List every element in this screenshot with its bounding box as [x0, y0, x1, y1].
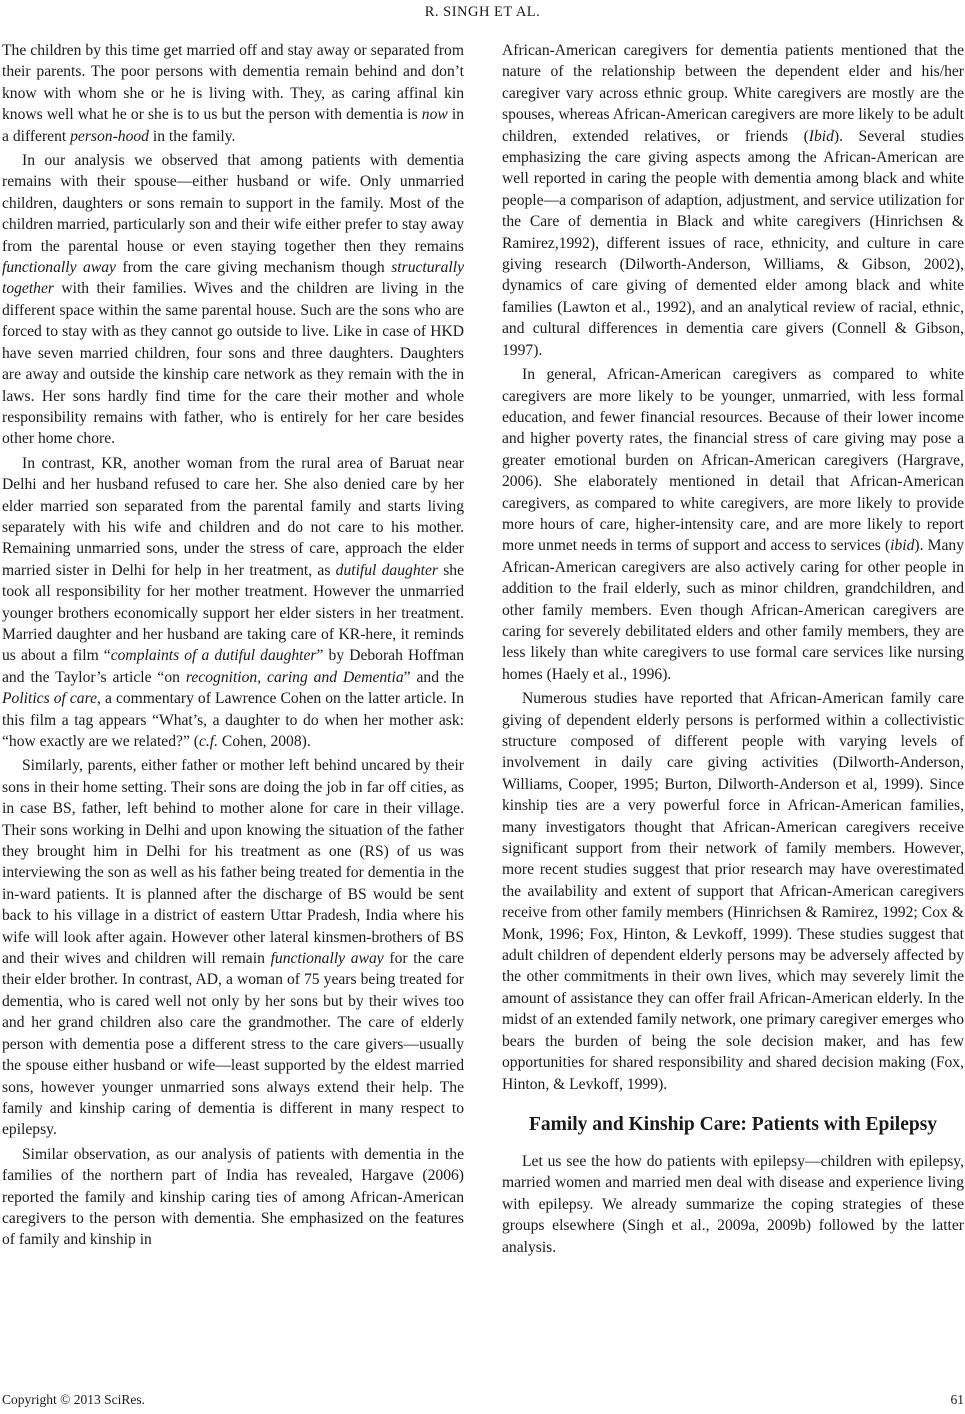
italic-text: ibid	[890, 537, 915, 555]
text-run: for the care their elder brother. In contrast, AD, a woman of 75 years being treated for dementia, who is cared well not only by her sons but by their wives too and her grand children also care the grandmother. The care of elderly person with dementia pose a different stress to the care givers—usually the spouse either husband or wife—least supported by the eldest married sons, however younger unmarried sons always extend their help. The family and kinship caring of dementia is different in many respect to epilepsy.	[2, 950, 465, 1139]
section-heading: Family and Kinship Care: Patients with Epilepsy	[528, 1113, 938, 1135]
italic-text: recognition, caring and Dementia	[185, 668, 404, 686]
page-footer	[2, 1392, 964, 1408]
paragraph	[2, 1144, 464, 1251]
text-run: in the family.	[148, 127, 236, 145]
text-run: Let us see the how do patients with epilepsy—children with epilepsy, married women and married men deal with disease and experience living with epilepsy. We already summarize the coping strategies of these groups elsewhere (Singh et al., 2009a, 2009b) followed by the latter analysis.	[502, 1152, 964, 1256]
italic-text: dutiful daughter	[335, 561, 438, 579]
text-run: In contrast, KR, another woman from the rural area of Baruat near Delhi and her husband refused to care her. She also denied care by her elder married son separated from the parental family and starts living separately with his wife and children and do not care to his mother. Remaining unmarried sons, under the stress of care, approach the elder married sister in Delhi for help in her treatment, as	[2, 454, 464, 579]
paragraph	[502, 688, 964, 1095]
paragraph	[2, 40, 464, 147]
text-run: Similarly, parents, either father or mother left behind uncared by their sons in their home setting. Their sons are doing the job in far off cities, as in case BS, father, left behind to mother alone for care in their village. Their sons working in Delhi and upon knowing the situation of the father they brought him in Delhi for his treatment as one (RS) of us was interviewing the son as well as his father being treated for dementia in the in-ward patients. It is planned after the discharge of BS would be sent back to his village in a district of eastern Uttar Pradesh, India where his wife will look after again. However other lateral kinsmen-brothers of BS and their wives and children will remain	[2, 757, 464, 968]
text-run: she took all responsibility for her mother treatment. However the unmarried younger brothers economically support her elder sisters in her treatment. Married daughter and her husband are taking care of KR-here, it reminds us about a film “	[2, 561, 465, 665]
text-run: ” by Deborah Hoffman and the Taylor’s article “on	[2, 647, 464, 686]
text-run: Similar observation, as our analysis of patients with dementia in the families of the northern part of India has revealed, Hargave (2006) reported the family and kinship caring ties of among African-American caregivers to the person with dementia. She emphasized on the features of family and kinship in	[2, 1145, 464, 1249]
italic-text: person-hood	[70, 127, 149, 145]
paragraph	[502, 364, 964, 685]
paragraph	[2, 150, 464, 450]
text-run: African-American caregivers for dementia patients mentioned that the nature of the relationship between the dependent elder and his/her caregiver vary across ethnic group. White caregivers are mostly are the spouses, whereas African-American caregivers are more likely to be adult children, extended relatives, or friends (	[502, 42, 964, 145]
text-run: , a commentary of Lawrence Cohen on the latter article. In this film a tag appears “What’s, a daughter to do when her mother ask: “how exactly are we related?” (	[2, 690, 464, 750]
text-run: ). Several studies emphasizing the care giving aspects among the African-American are well reported in caring the people with dementia among black and white people—a comparison of adaption, adjustment, and service utilization for the Care of dementia in Black and white caregivers (Hinrichsen & Ramirez,1992), different issues of race, ethnicity, and culture in care giving research (Dilworth-Anderson, Williams, & Gibson, 2002), dynamics of care giving of demented elder among black and white families (Lawton et al., 1992), and an analytical review of racial, ethnic, and cultural differences in dementia care givers (Connell & Gibson, 1997).	[502, 127, 964, 359]
italic-text: functionally away	[2, 259, 116, 277]
italic-text: functionally away	[270, 950, 384, 968]
paragraph	[502, 40, 964, 361]
italic-text: now	[421, 106, 448, 124]
paragraph	[2, 755, 464, 1140]
running-head: R. SINGH ET AL.	[424, 4, 541, 20]
text-run: from the care giving mechanism though	[115, 259, 392, 277]
text-run: Numerous studies have reported that African-American family care giving of dependent elderly persons is performed within a collectivistic structure composed of different people with varying levels of involvement in daily care giving activities (Dilworth-Anderson, Williams, Cooper, 1995; Burton, Dilworth-Anderson et al, 1999). Since kinship ties are a very powerful force in African-American families, many investigators thought that African-American caregivers receive significant support from their network of family members. However, more recent studies suggest that prior research may have overestimated the availability and extent of support that African-American caregivers receive from other family members (Hinrichsen & Ramirez, 1992; Cox & Monk, 1996; Fox, Hinton, & Levkoff, 1999). These studies suggest that adult children of dependent elderly persons may be adversely affected by the other commitments in their own lives, which may severely limit the amount of assistance they can offer frail African-American elderly. In the midst of an extended family network, one primary caregiver emerges who bears the burden of being the sole decision maker, and has few opportunities for shared responsibility and shared decision making (Fox, Hinton, & Levkoff, 1999).	[502, 690, 964, 1093]
paragraph	[502, 1151, 964, 1258]
right-column	[502, 40, 964, 1258]
copyright-notice: Copyright © 2013 SciRes.	[2, 1392, 146, 1407]
text-run: The children by this time get married off and stay away or separated from their parents. The poor persons with dementia remain behind and don’t know with whom she or he is living with. They, as caring affinal kin knows well what he or she is to us but the person with dementia is	[2, 42, 464, 124]
italic-text: c.f.	[198, 733, 219, 750]
text-run: Cohen, 2008).	[218, 733, 311, 750]
text-run: with their families. Wives and the children are living in the different space within the same parental house. Such are the sons who are forced to stay with as they cannot go outside to live. Like in case of HKD have seven married children, four sons and three daughters. Daughters are away and outside the kinship care network as they remain with the in laws. Her sons hardly find time for the care their mother and whole responsibility remains with father, who is entirely for her care besides other home chore.	[2, 280, 464, 448]
italic-text: complaints of a dutiful daughter	[110, 647, 317, 665]
text-run: ” and the	[403, 668, 464, 686]
left-column	[2, 40, 464, 1251]
paragraph	[2, 453, 464, 753]
right-column-body	[502, 40, 964, 1095]
text-run: In our analysis we observed that among patients with dementia remains with their spouse—either husband or wife. Only unmarried children, daughters or sons remain to support in the family. Most of the children married, particularly son and their wife either prefer to stay away from the parental house or even staying together then they remains	[2, 152, 464, 255]
italic-text: Politics of care	[2, 690, 98, 708]
text-run: In general, African-American caregivers as compared to white caregivers are more likely to be younger, unmarried, with less formal education, and fewer financial resources. Because of their lower income and higher poverty rates, the financial stress of care giving may pose a greater emotional burden on African-American caregivers (Hargrave, 2006). She elaborately mentioned in detail that African-American caregivers, as compared to white caregivers, are more likely to provide more hours of care, higher-intensity care, and are more likely to report more unmet needs in terms of support and access to services (	[502, 366, 964, 555]
text-run: ). Many African-American caregivers are also actively caring for other people in addition to the frail elderly, such as minor children, grandchildren, and other family members. Even though African-American caregivers are caring for severely debilitated elders and other family members, they are less likely than white caregivers to use formal care services like nursing homes (Haely et al., 1996).	[502, 537, 964, 683]
right-column-after-heading	[502, 1151, 964, 1258]
italic-text: structurally together	[2, 259, 464, 298]
text-run: in a different	[2, 106, 465, 145]
italic-text: Ibid	[808, 127, 834, 145]
page-number: 61	[950, 1392, 964, 1407]
